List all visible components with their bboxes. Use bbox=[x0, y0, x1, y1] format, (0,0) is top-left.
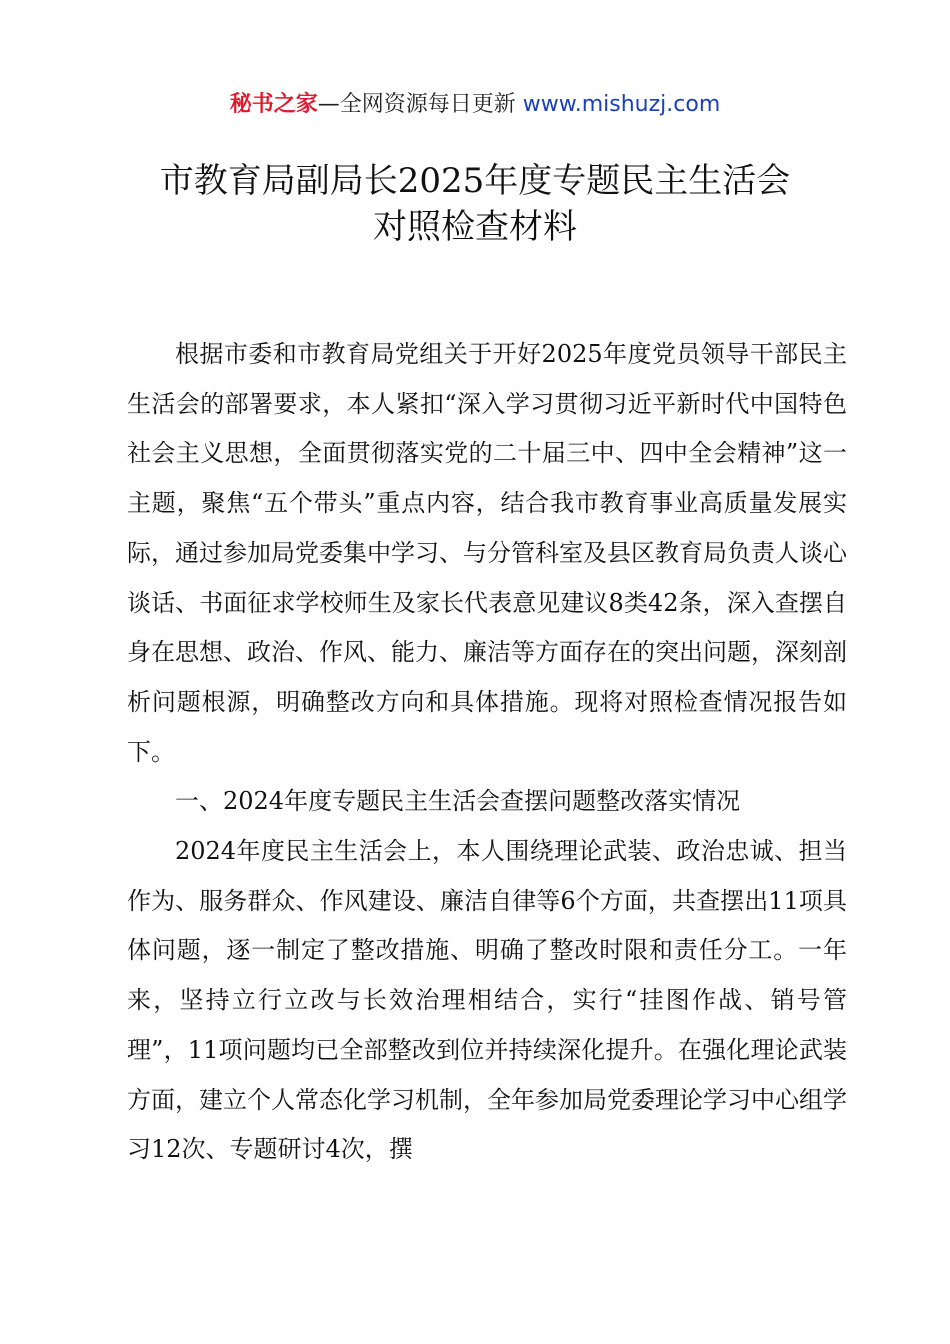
document-title bbox=[60, 158, 890, 250]
site-brand[interactable]: 秘书之家 bbox=[229, 92, 318, 117]
section-1-paragraph: 2024年度民主生活会上，本人围绕理论武装、政治忠诚、担当作为、服务群众、作风建设、廉洁自律等6个方面，共查摆出11项具体问题，逐一制定了整改措施、明确了整改时限和责任分工。一年来，坚持立行立改与长效治理相结合，实行“挂图作战、销号管理”，11项问题均已全部整改到位并持续深化提升。在强化理论武装方面，建立个人常态化学习机制，全年参加局党委理论学习中心组学习12次、专题研讨4次，撰 bbox=[127, 837, 847, 1164]
intro-paragraph: 根据市委和市教育局党组关于开好2025年度党员领导干部民主生活会的部署要求，本人紧扣“深入学习贯彻习近平新时代中国特色社会主义思想，全面贯彻落实党的二十届三中、四中全会精神”这一主题，聚焦“五个带头”重点内容，结合我市教育事业高质量发展实际，通过参加局党委集中学习、与分管科室及县区教育局负责人谈心谈话、书面征求学校师生及家长代表意见建议8类42条，深入查摆自身在思想、政治、作风、能力、廉洁等方面存在的突出问题，深刻剖析问题根源，明确整改方向和具体措施。现将对照检查情况报告如下。 bbox=[127, 340, 847, 766]
document-body bbox=[127, 330, 847, 1175]
document-title-line-2: 对照检查材料 bbox=[373, 207, 577, 247]
document-title-line-1: 市教育局副局长2025年度专题民主生活会 bbox=[159, 161, 791, 201]
site-header bbox=[0, 88, 950, 122]
site-slogan: —全网资源每日更新 bbox=[317, 92, 523, 117]
section-1-heading: 一、2024年度专题民主生活会查摆问题整改落实情况 bbox=[175, 787, 741, 816]
site-url-link[interactable]: www.mishuzj.com bbox=[522, 92, 721, 117]
